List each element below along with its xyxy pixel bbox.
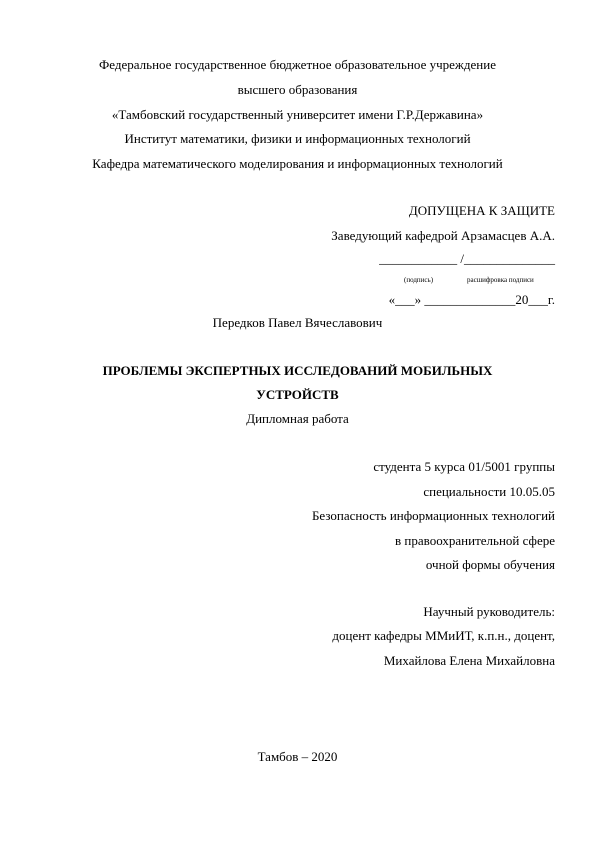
student-line-5: очной формы обучения (425, 557, 555, 572)
decoding-caption: расшифровка подписи (467, 276, 534, 284)
signature-line: ____________ /______________ (379, 251, 555, 266)
approval-title: ДОПУЩЕНА К ЗАЩИТЕ (408, 203, 555, 218)
supervisor-position: доцент кафедры ММиИТ, к.п.н., доцент, (332, 628, 555, 643)
header-line-2: высшего образования (237, 82, 358, 97)
student-line-3: Безопасность информационных технологий (311, 508, 555, 523)
header-line-5: Кафедра математического моделирования и информационных технологий (92, 156, 503, 171)
author-name: Передков Павел Вячеславович (212, 315, 383, 330)
signature-caption: (подпись) (404, 276, 434, 284)
city-year: Тамбов – 2020 (257, 749, 338, 764)
approval-date-line: «___» ______________20___г. (388, 292, 555, 307)
thesis-title-line-2: УСТРОЙСТВ (256, 387, 339, 402)
student-line-4: в правоохранительной сфере (395, 533, 555, 548)
approval-head: Заведующий кафедрой Арзамасцев А.А. (331, 228, 555, 243)
student-line-1: студента 5 курса 01/5001 группы (373, 459, 555, 474)
student-line-2: специальности 10.05.05 (423, 484, 555, 499)
thesis-type: Дипломная работа (246, 411, 349, 426)
header-line-3: «Тамбовский государственный университет имени Г.Р.Державина» (111, 107, 484, 122)
supervisor-name: Михайлова Елена Михайловна (383, 653, 555, 668)
header-line-4: Институт математики, физики и информационных технологий (124, 131, 471, 146)
thesis-title-line-1: ПРОБЛЕМЫ ЭКСПЕРТНЫХ ИССЛЕДОВАНИЙ МОБИЛЬНЫХ (102, 363, 493, 378)
header-line-1: Федеральное государственное бюджетное образовательное учреждение (99, 57, 496, 72)
supervisor-label: Научный руководитель: (423, 604, 555, 619)
